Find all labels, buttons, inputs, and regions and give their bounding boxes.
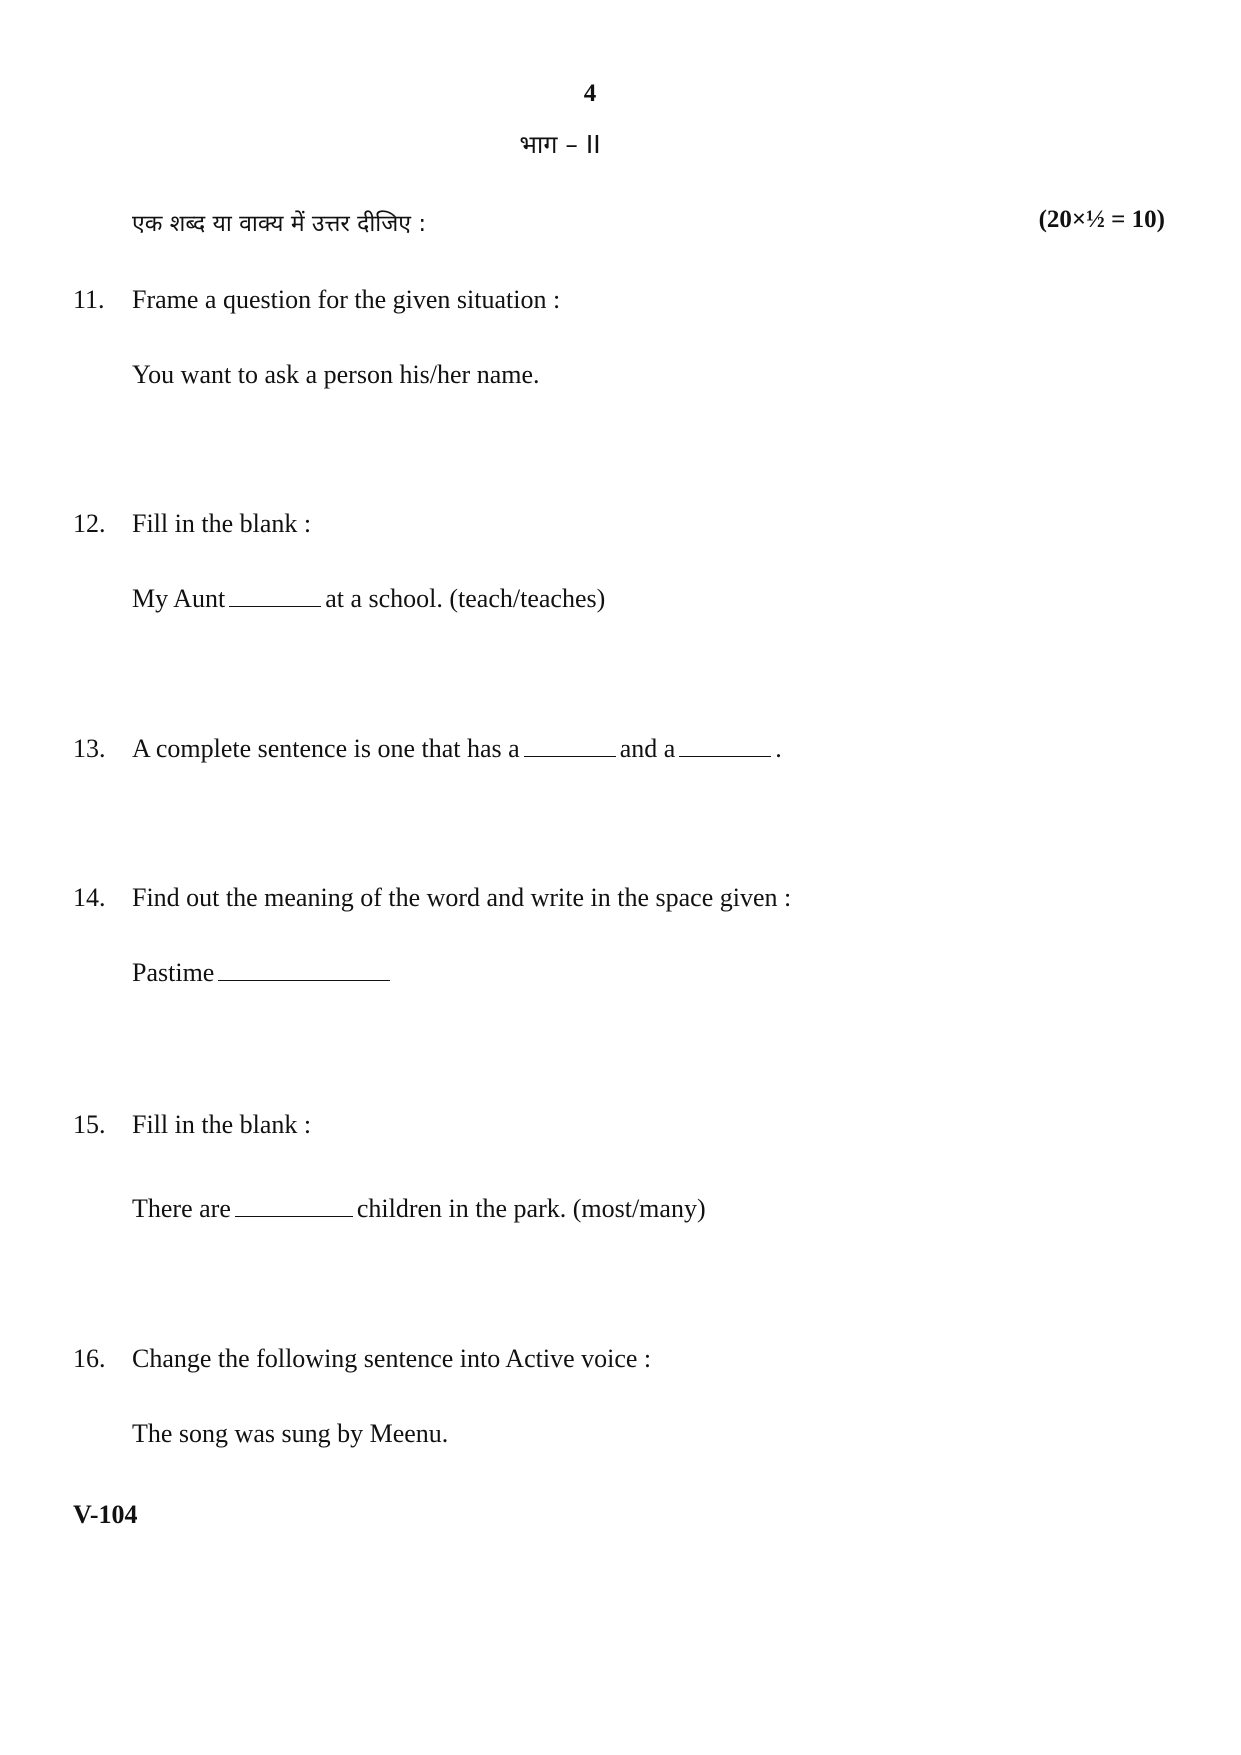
sentence-start: Pastime [132,958,215,987]
instructions: एक शब्द या वाक्य में उत्तर दीजिए : [132,211,427,237]
question-prompt: Change the following sentence into Active voice : [132,1344,652,1373]
question-number: 12. [73,509,106,538]
sentence-start: There are [132,1194,231,1223]
question-11-sentence: You want to ask a person his/her name. [132,360,540,389]
question-prompt: Frame a question for the given situation : [132,285,561,314]
question-prompt-end: . [775,734,782,763]
answer-blank[interactable] [218,958,390,981]
question-prompt-middle: and a [619,734,676,763]
question-11 [73,284,1173,316]
paper-code: V-104 [73,1500,138,1529]
question-14 [73,882,1173,914]
marks-allocation: (20×½ = 10) [1038,206,1165,233]
question-prompt: Fill in the blank : [132,1110,312,1139]
question-prompt: Fill in the blank : [132,509,312,538]
page-number: 4 [583,80,597,107]
question-number: 16. [73,1344,106,1373]
question-number: 14. [73,883,106,912]
question-16 [73,1343,1173,1375]
question-15 [73,1109,1173,1141]
question-12-sentence [132,583,1132,615]
question-12 [73,508,1173,540]
question-prompt: Find out the meaning of the word and write in the space given : [132,883,792,912]
answer-blank[interactable] [235,1194,353,1217]
question-13 [73,733,1173,765]
question-number: 11. [73,285,105,314]
section-title: भाग – II [519,130,601,159]
question-14-sentence [132,957,1132,989]
question-15-sentence [132,1193,1132,1225]
answer-blank[interactable] [229,584,321,607]
question-prompt-start: A complete sentence is one that has a [132,734,520,763]
answer-blank[interactable] [679,734,771,757]
answer-blank[interactable] [524,734,616,757]
sentence-start: My Aunt [132,584,226,613]
question-number: 13. [73,734,106,763]
sentence-end: at a school. (teach/teaches) [325,584,606,613]
question-number: 15. [73,1110,106,1139]
question-16-sentence: The song was sung by Meenu. [132,1419,449,1448]
sentence-end: children in the park. (most/many) [356,1194,706,1223]
